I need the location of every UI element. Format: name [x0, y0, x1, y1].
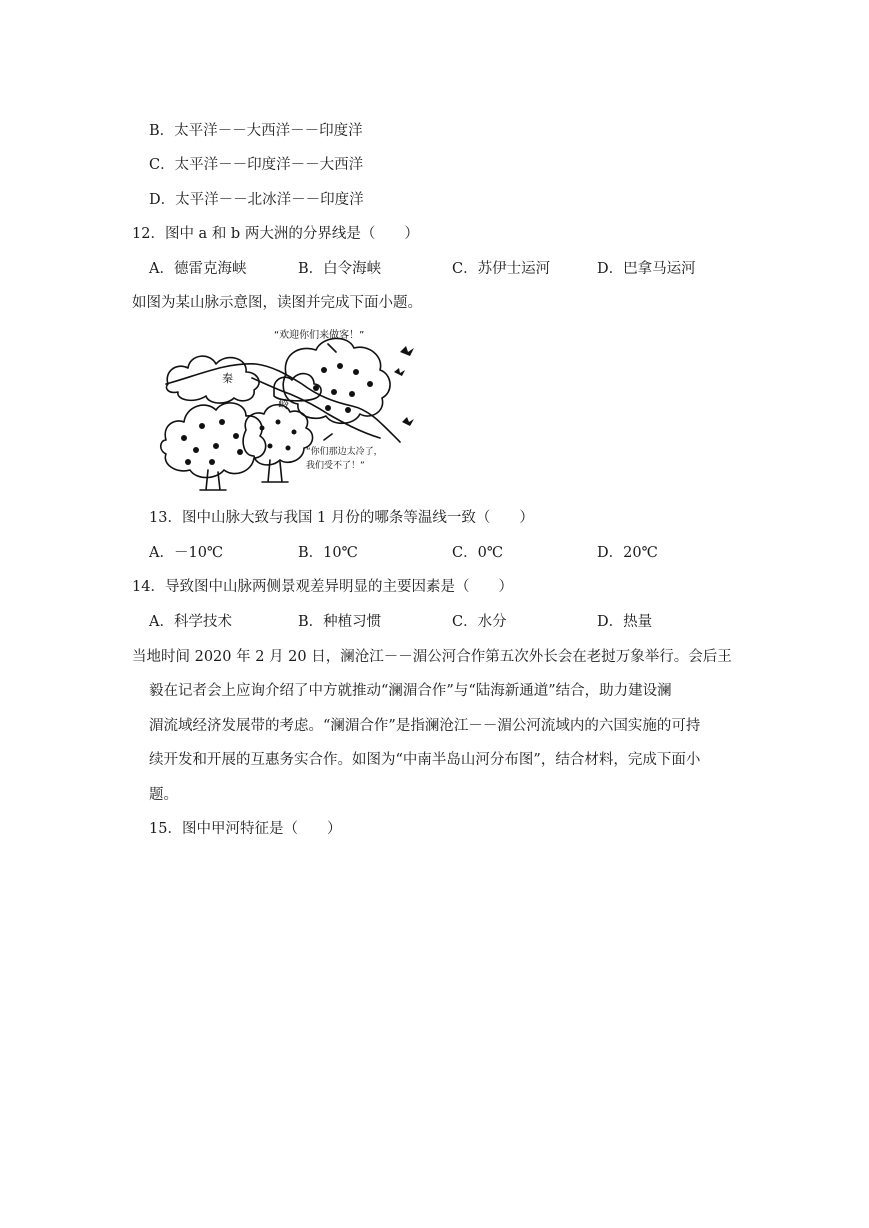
speech-bottom-line1: “你们那边太冷了， — [306, 447, 383, 457]
mountain-figure — [156, 322, 440, 498]
tree-right-crown — [283, 338, 390, 423]
tree-middle-crown — [243, 405, 312, 465]
speech-tail-top — [328, 344, 336, 352]
q13-option-b: B．10℃ — [298, 545, 358, 561]
q11-option-d: D．太平洋－－北冰洋－－印度洋 — [149, 192, 364, 208]
speech-tail-bottom — [324, 434, 332, 440]
passage-line-3: 湄流域经济发展带的考虑。“澜湄合作”是指澜沧江－－湄公河流域内的六国实施的可持 — [149, 718, 701, 734]
q14-option-c: C．水分 — [452, 614, 507, 630]
figure-label-qin: 秦 — [222, 372, 233, 385]
q14-option-a: A．科学技术 — [149, 614, 232, 630]
q14-stem: 14．导致图中山脉两侧景观差异明显的主要因素是（ ） — [132, 579, 513, 595]
speech-bottom-line2: 我们受不了！” — [306, 461, 365, 471]
intro-mountain: 如图为某山脉示意图，读图并完成下面小题。 — [132, 295, 422, 311]
q12-stem: 12．图中 a 和 b 两大洲的分界线是（ ） — [132, 226, 419, 242]
speech-top: “欢迎你们来做客！” — [274, 330, 365, 341]
passage-line-5: 题。 — [149, 787, 178, 803]
q13-stem: 13．图中山脉大致与我国 1 月份的哪条等温线一致（ ） — [149, 510, 534, 526]
passage-line-1: 当地时间 2020 年 2 月 20 日，澜沧江－－湄公河合作第五次外长会在老挝万象举行。会后王 — [132, 649, 732, 665]
q12-option-a: A．德雷克海峡 — [149, 261, 247, 277]
bird-1 — [400, 346, 414, 356]
q14-option-b: B．种植习惯 — [298, 614, 382, 630]
q12-option-b: B．白令海峡 — [298, 261, 382, 277]
tree-left-crown — [161, 403, 266, 478]
q13-option-a: A．－10℃ — [149, 545, 224, 561]
q15-stem: 15．图中甲河特征是（ ） — [149, 821, 342, 837]
q12-option-c: C．苏伊士运河 — [452, 261, 551, 277]
passage-line-4: 续开发和开展的互惠务实合作。如图为“中南半岛山河分布图”，结合材料，完成下面小 — [149, 752, 701, 768]
bird-3 — [402, 417, 414, 426]
q14-option-d: D．热量 — [597, 614, 653, 630]
q13-option-d: D．20℃ — [597, 545, 658, 561]
q12-option-d: D．巴拿马运河 — [597, 261, 696, 277]
bird-2 — [394, 368, 405, 376]
passage-line-2: 毅在记者会上应询介绍了中方就推动“澜湄合作”与“陆海新通道”结合，助力建设澜 — [149, 683, 672, 699]
q11-option-c: C．太平洋－－印度洋－－大西洋 — [149, 157, 364, 173]
mountain-illustration — [156, 322, 440, 498]
figure-label-ling: 岭 — [278, 398, 289, 411]
q11-option-b: B．太平洋－－大西洋－－印度洋 — [149, 123, 363, 139]
q13-option-c: C．0℃ — [452, 545, 504, 561]
